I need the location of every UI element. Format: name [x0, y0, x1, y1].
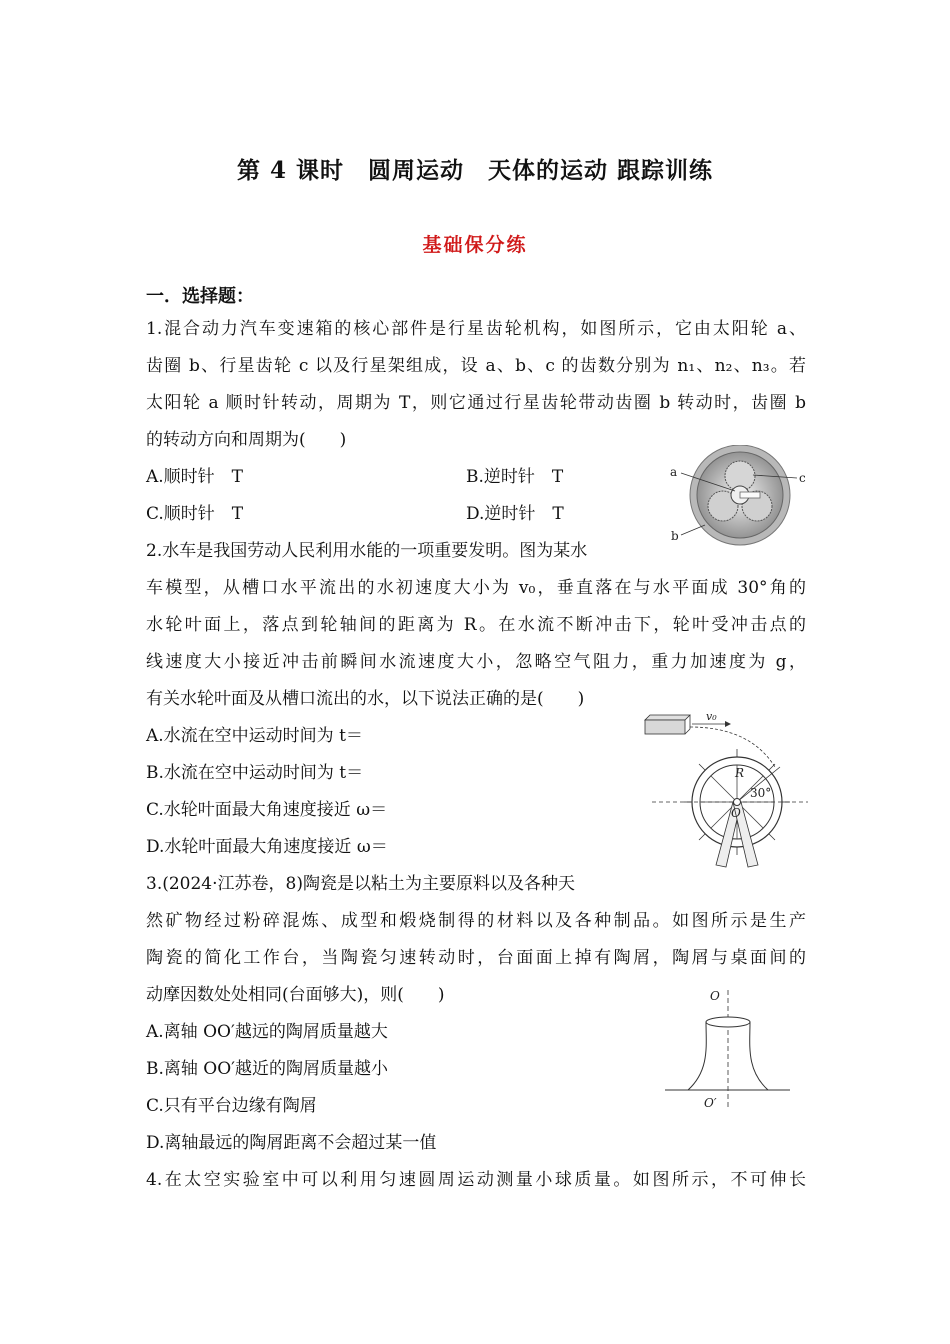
- q4-line: 4.在太空实验室中可以利用匀速圆周运动测量小球质量。如图所示，不可伸长: [146, 1170, 806, 1190]
- q2-line: 有关水轮叶面及从槽口流出的水，以下说法正确的是( ): [146, 689, 585, 709]
- trough: [645, 720, 685, 734]
- q1-line: 齿圈 b、行星齿轮 c 以及行星架组成，设 a、b、c 的齿数分别为 n₁、n₂、n₃。若: [146, 356, 806, 376]
- pottery-table-figure: [660, 985, 795, 1115]
- q3-option-d: D.离轴最远的陶屑距离不会超过某一值: [146, 1133, 437, 1153]
- q1-line: 的转动方向和周期为( ): [146, 430, 347, 450]
- q1-option-d: D.逆时针 T: [466, 504, 564, 524]
- q3-option-c: C.只有平台边缘有陶屑: [146, 1096, 317, 1116]
- q2-option-c: C.水轮叶面最大角速度接近 ω＝: [146, 800, 388, 820]
- q2-option-d: D.水轮叶面最大角速度接近 ω＝: [146, 837, 388, 857]
- q3-line: 3.(2024·江苏卷，8)陶瓷是以粘土为主要原料以及各种天: [146, 874, 575, 894]
- q3-option-b: B.离轴 OO′越近的陶屑质量越小: [146, 1059, 389, 1079]
- q3-line: 陶瓷的简化工作台，当陶瓷匀速转动时，台面面上掉有陶屑，陶屑与桌面间的: [146, 948, 806, 968]
- q1-option-b: B.逆时针 T: [466, 467, 564, 487]
- planetary-gear-figure: [665, 445, 810, 550]
- q1-option-a: A.顺时针 T: [146, 467, 244, 487]
- label-c: c: [799, 471, 806, 485]
- q3-line: 动摩因数处处相同(台面够大)，则( ): [146, 985, 445, 1005]
- q2-line: 车模型，从槽口水平流出的水初速度大小为 v₀，垂直落在与水平面成 30°角的: [146, 578, 806, 598]
- label-30deg: 30°: [750, 786, 772, 800]
- label-R: R: [735, 766, 745, 780]
- q2-option-b: B.水流在空中运动时间为 t＝: [146, 763, 364, 783]
- page-title: 第 4 课时 圆周运动 天体的运动 跟踪训练: [236, 157, 714, 184]
- q2-line: 2.水车是我国劳动人民利用水能的一项重要发明。图为某水: [146, 541, 588, 561]
- q2-line: 水轮叶面上，落点到轮轴间的距离为 R。在水流不断冲击下，轮叶受冲击点的: [146, 615, 806, 635]
- label-v0: v₀: [706, 710, 717, 723]
- label-O-prime: O′: [704, 1096, 717, 1110]
- label-b: b: [671, 529, 679, 543]
- q3-option-a: A.离轴 OO′越远的陶屑质量越大: [146, 1022, 388, 1042]
- q2-line: 线速度大小接近冲击前瞬间水流速度大小，忽略空气阻力，重力加速度为 g，: [146, 652, 806, 672]
- label-O: O: [710, 989, 720, 1003]
- label-O: O: [731, 806, 741, 820]
- q2-option-a: A.水流在空中运动时间为 t＝: [146, 726, 363, 746]
- q3-line: 然矿物经过粉碎混炼、成型和煅烧制得的材料以及各种制品。如图所示是生产: [146, 911, 806, 931]
- q1-line: 1.混合动力汽车变速箱的核心部件是行星齿轮机构，如图所示，它由太阳轮 a、: [146, 319, 806, 339]
- water-wheel-figure: [640, 705, 810, 870]
- q1-line: 太阳轮 a 顺时针转动，周期为 T，则它通过行星齿轮带动齿圈 b 转动时，齿圈 b: [146, 393, 806, 413]
- section-subtitle: 基础保分练: [422, 234, 528, 256]
- section-heading: 一．选择题：: [146, 286, 254, 307]
- label-a: a: [670, 465, 678, 479]
- q1-option-c: C.顺时针 T: [146, 504, 244, 524]
